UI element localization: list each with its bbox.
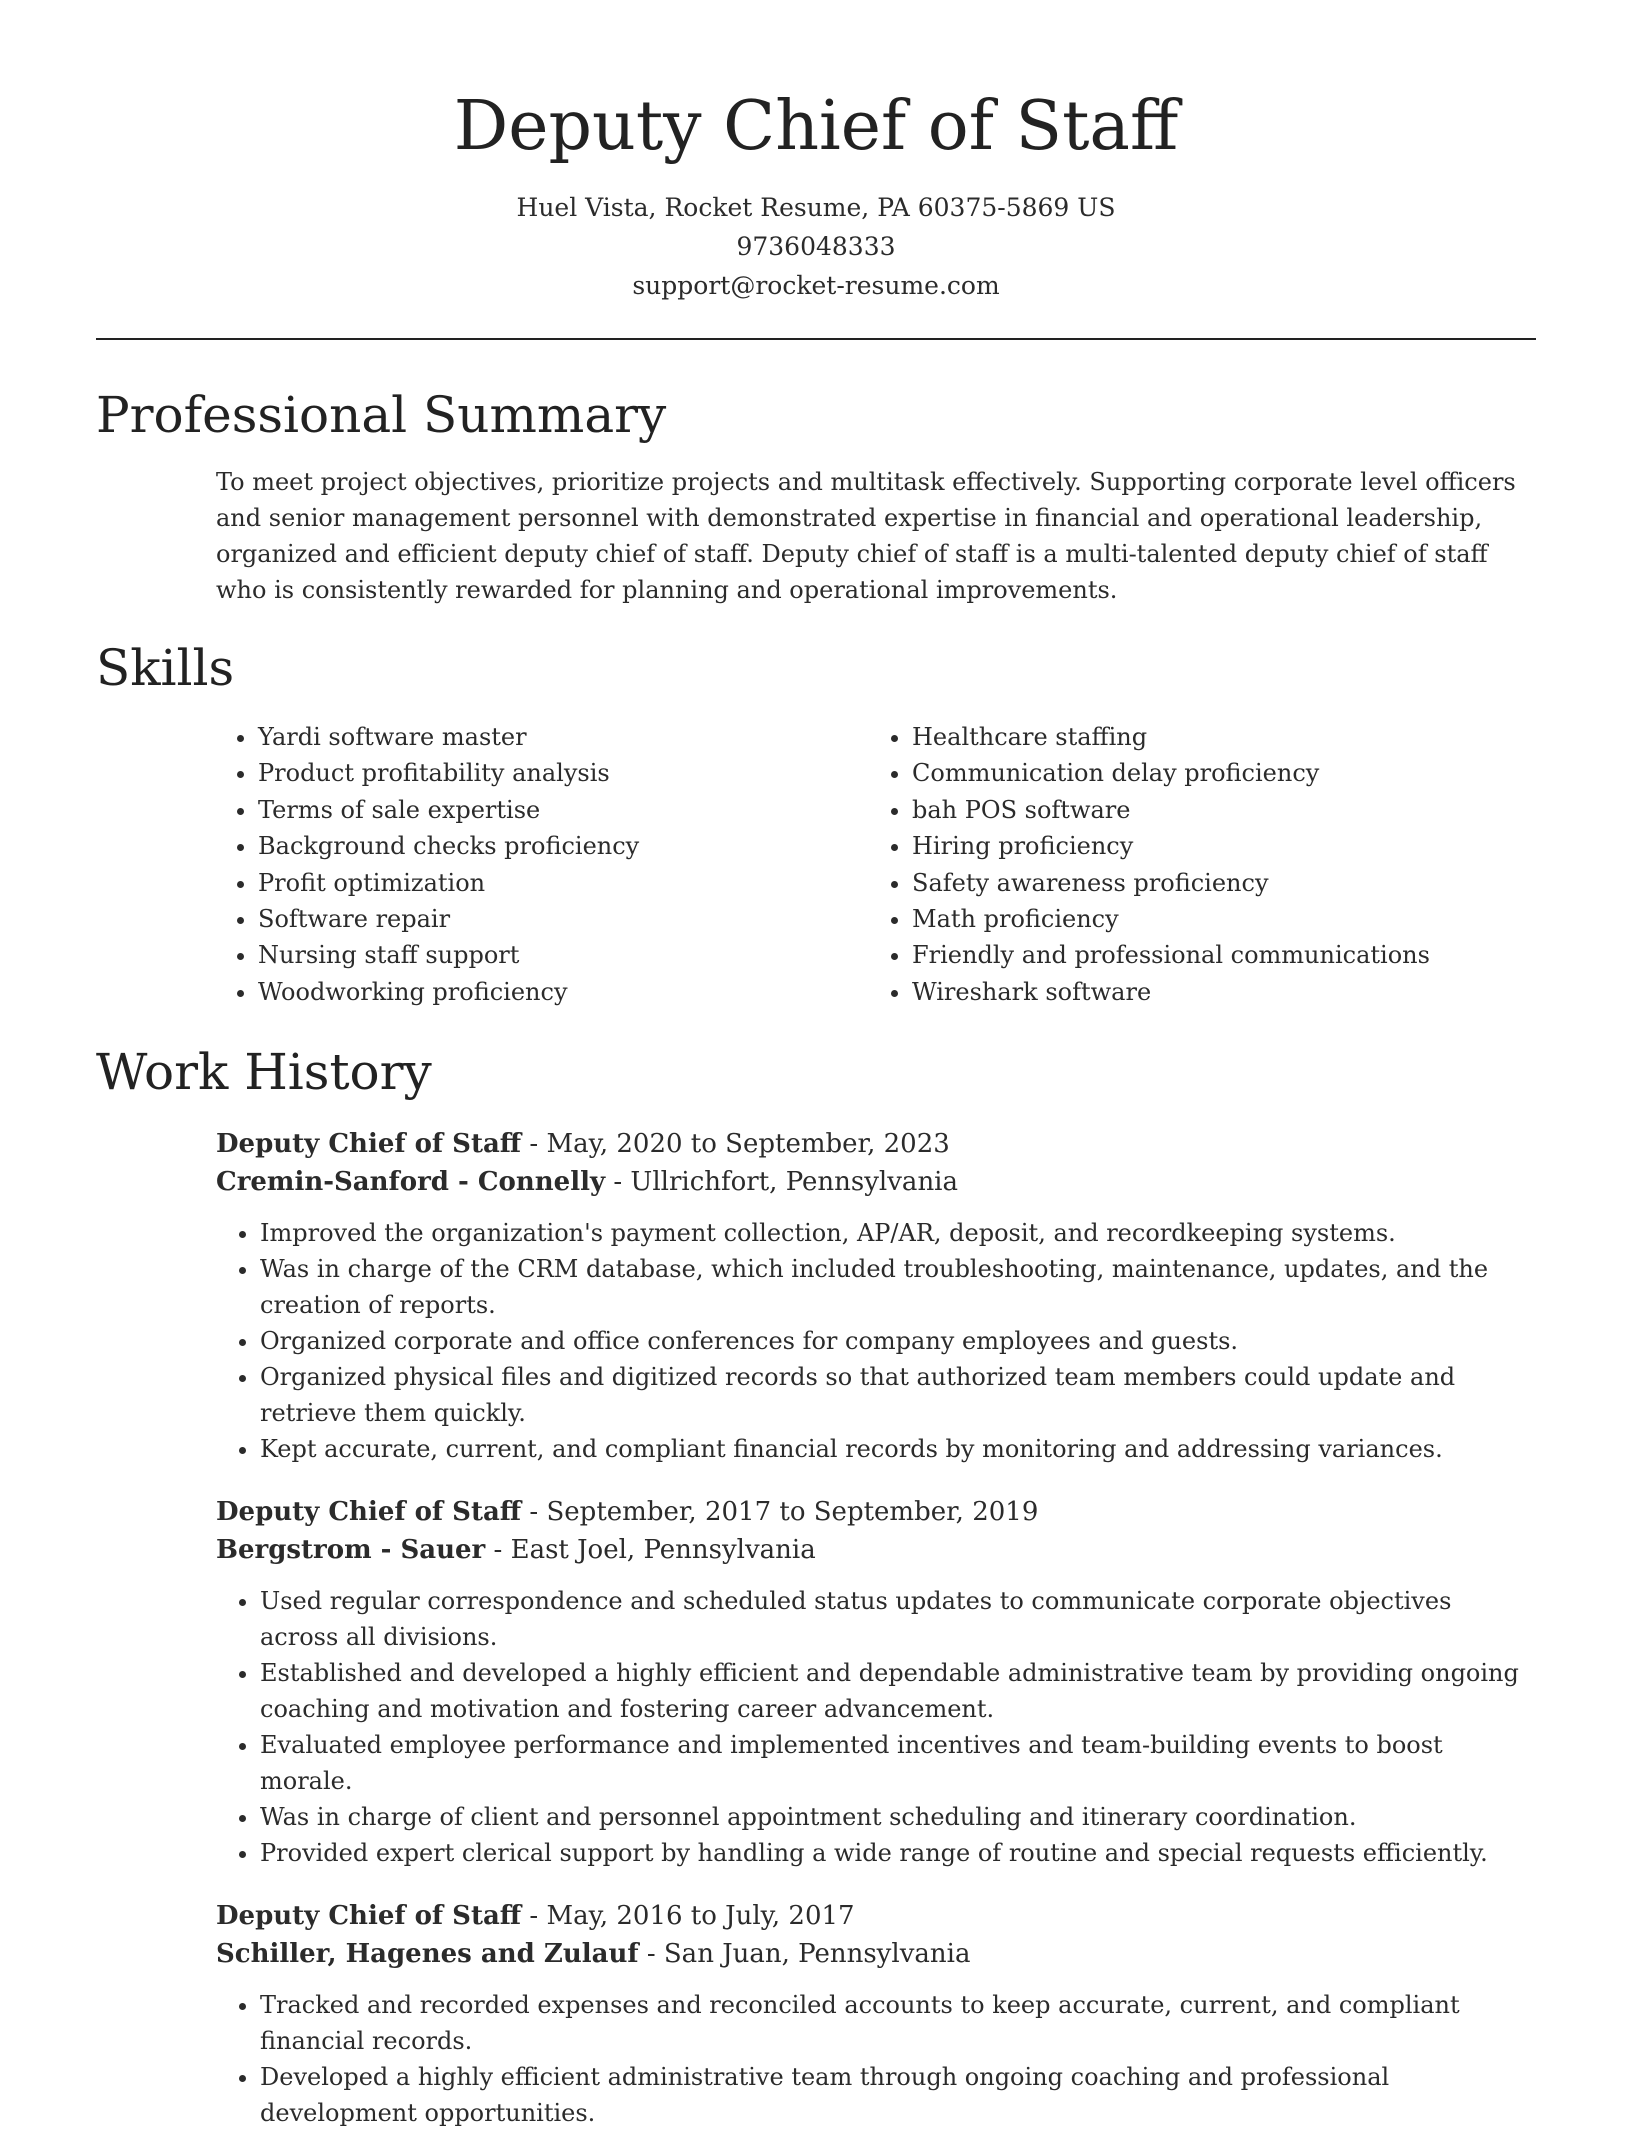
contact-email: support@rocket-resume.com <box>632 271 1000 300</box>
skill-item: • Software repair <box>258 901 866 937</box>
skill-item: • Background checks proficiency <box>258 828 866 864</box>
job-duty-item: • Improved the organization's payment collection, AP/AR, deposit, and recordkeeping systems. <box>260 1215 1536 1251</box>
skill-item: • Product profitability analysis <box>258 755 866 791</box>
job-separator: - <box>493 1535 511 1566</box>
skills-list <box>216 719 1536 1010</box>
job-company: Bergstrom - Sauer <box>216 1535 486 1566</box>
job-entry <box>216 1493 1536 1871</box>
job-dates: September, 2017 to September, 2019 <box>546 1497 1039 1528</box>
skill-item: • Terms of sale expertise <box>258 792 866 828</box>
job-separator: - <box>529 1497 547 1528</box>
skill-item: • Communication delay proficiency <box>912 755 1520 791</box>
job-duty-item: • Evaluated employee performance and implemented incentives and team-building events to boost morale. <box>260 1727 1536 1799</box>
skill-item: • bah POS software <box>912 792 1520 828</box>
job-title-line <box>216 1897 1536 1935</box>
job-duty-item: • Was in charge of client and personnel appointment scheduling and itinerary coordination. <box>260 1799 1536 1835</box>
job-duty-item: • Provided expert clerical support by handling a wide range of routine and special requests efficiently. <box>260 1835 1536 1871</box>
job-location: East Joel, Pennsylvania <box>510 1535 816 1566</box>
work-history-heading: Work History <box>96 1043 432 1102</box>
job-title-line <box>216 1125 1536 1163</box>
skill-item: • Wireshark software <box>912 974 1520 1010</box>
job-duty-item: • Developed a highly efficient administrative team through ongoing coaching and professional development opportunities. <box>260 2059 1536 2131</box>
skill-item: • Profit optimization <box>258 865 866 901</box>
skills-column-left <box>216 719 866 1010</box>
skill-item: • Safety awareness proficiency <box>912 865 1520 901</box>
job-title-line <box>216 1493 1536 1531</box>
contact-address: Huel Vista, Rocket Resume, PA 60375-5869 US <box>516 193 1116 222</box>
job-dates: May, 2016 to July, 2017 <box>546 1901 855 1932</box>
job-location: San Juan, Pennsylvania <box>663 1939 971 1970</box>
job-company: Schiller, Hagenes and Zulauf <box>216 1939 639 1970</box>
job-duty-item: • Established and developed a highly efficient and dependable administrative team by providing ongoing coaching and motivation and fostering career advancement. <box>260 1655 1536 1727</box>
skills-column-right <box>870 719 1520 1010</box>
summary-heading: Professional Summary <box>96 386 667 444</box>
skill-item: • Yardi software master <box>258 719 866 755</box>
skill-item: • Friendly and professional communications <box>912 937 1520 973</box>
job-company-line <box>216 1531 1536 1569</box>
job-entry <box>216 1897 1536 2131</box>
job-dates: May, 2020 to September, 2023 <box>546 1129 950 1160</box>
job-separator: - <box>529 1901 547 1932</box>
skill-item: • Math proficiency <box>912 901 1520 937</box>
job-duty-item: • Was in charge of the CRM database, which included troubleshooting, maintenance, updates, and the creation of reports. <box>260 1251 1536 1323</box>
candidate-name: Deputy Chief of Staff <box>453 87 1179 166</box>
job-company-line <box>216 1935 1536 1973</box>
job-company-line <box>216 1163 1536 1201</box>
job-duties <box>216 1583 1536 1871</box>
summary-text: To meet project objectives, prioritize projects and multitask effectively. Supporting corporate level officers and senior management personnel with demonstrated expertise in financial and operational leadership, organized and efficient deputy chief of staff. Deputy chief of staff is a multi-talented deputy chief of staff who is consistently rewarded for planning and operational improvements. <box>216 468 1516 604</box>
job-role: Deputy Chief of Staff <box>216 1497 522 1528</box>
job-role: Deputy Chief of Staff <box>216 1129 522 1160</box>
skill-item: • Hiring proficiency <box>912 828 1520 864</box>
contact-phone: 9736048333 <box>736 232 896 261</box>
job-duty-item: • Organized physical files and digitized records so that authorized team members could update and retrieve them quickly. <box>260 1359 1536 1431</box>
job-duty-item: • Organized corporate and office conferences for company employees and guests. <box>260 1323 1536 1359</box>
job-location: Ullrichfort, Pennsylvania <box>630 1167 958 1198</box>
job-separator: - <box>529 1129 547 1160</box>
skill-item: • Healthcare staffing <box>912 719 1520 755</box>
header-divider <box>96 338 1536 340</box>
resume-page <box>96 0 1536 2131</box>
skill-item: • Woodworking proficiency <box>258 974 866 1010</box>
job-duty-item: • Used regular correspondence and scheduled status updates to communicate corporate objectives across all divisions. <box>260 1583 1536 1655</box>
job-separator: - <box>613 1167 631 1198</box>
job-duty-item: • Kept accurate, current, and compliant financial records by monitoring and addressing variances. <box>260 1431 1536 1467</box>
job-entry <box>216 1125 1536 1467</box>
job-duty-item: • Tracked and recorded expenses and reconciled accounts to keep accurate, current, and compliant financial records. <box>260 1987 1536 2059</box>
job-role: Deputy Chief of Staff <box>216 1901 522 1932</box>
job-duties <box>216 1215 1536 1467</box>
job-duties <box>216 1987 1536 2131</box>
skills-heading: Skills <box>96 639 235 697</box>
job-company: Cremin-Sanford - Connelly <box>216 1167 606 1198</box>
job-separator: - <box>646 1939 664 1970</box>
skill-item: • Nursing staff support <box>258 937 866 973</box>
resume-header <box>96 0 1536 305</box>
